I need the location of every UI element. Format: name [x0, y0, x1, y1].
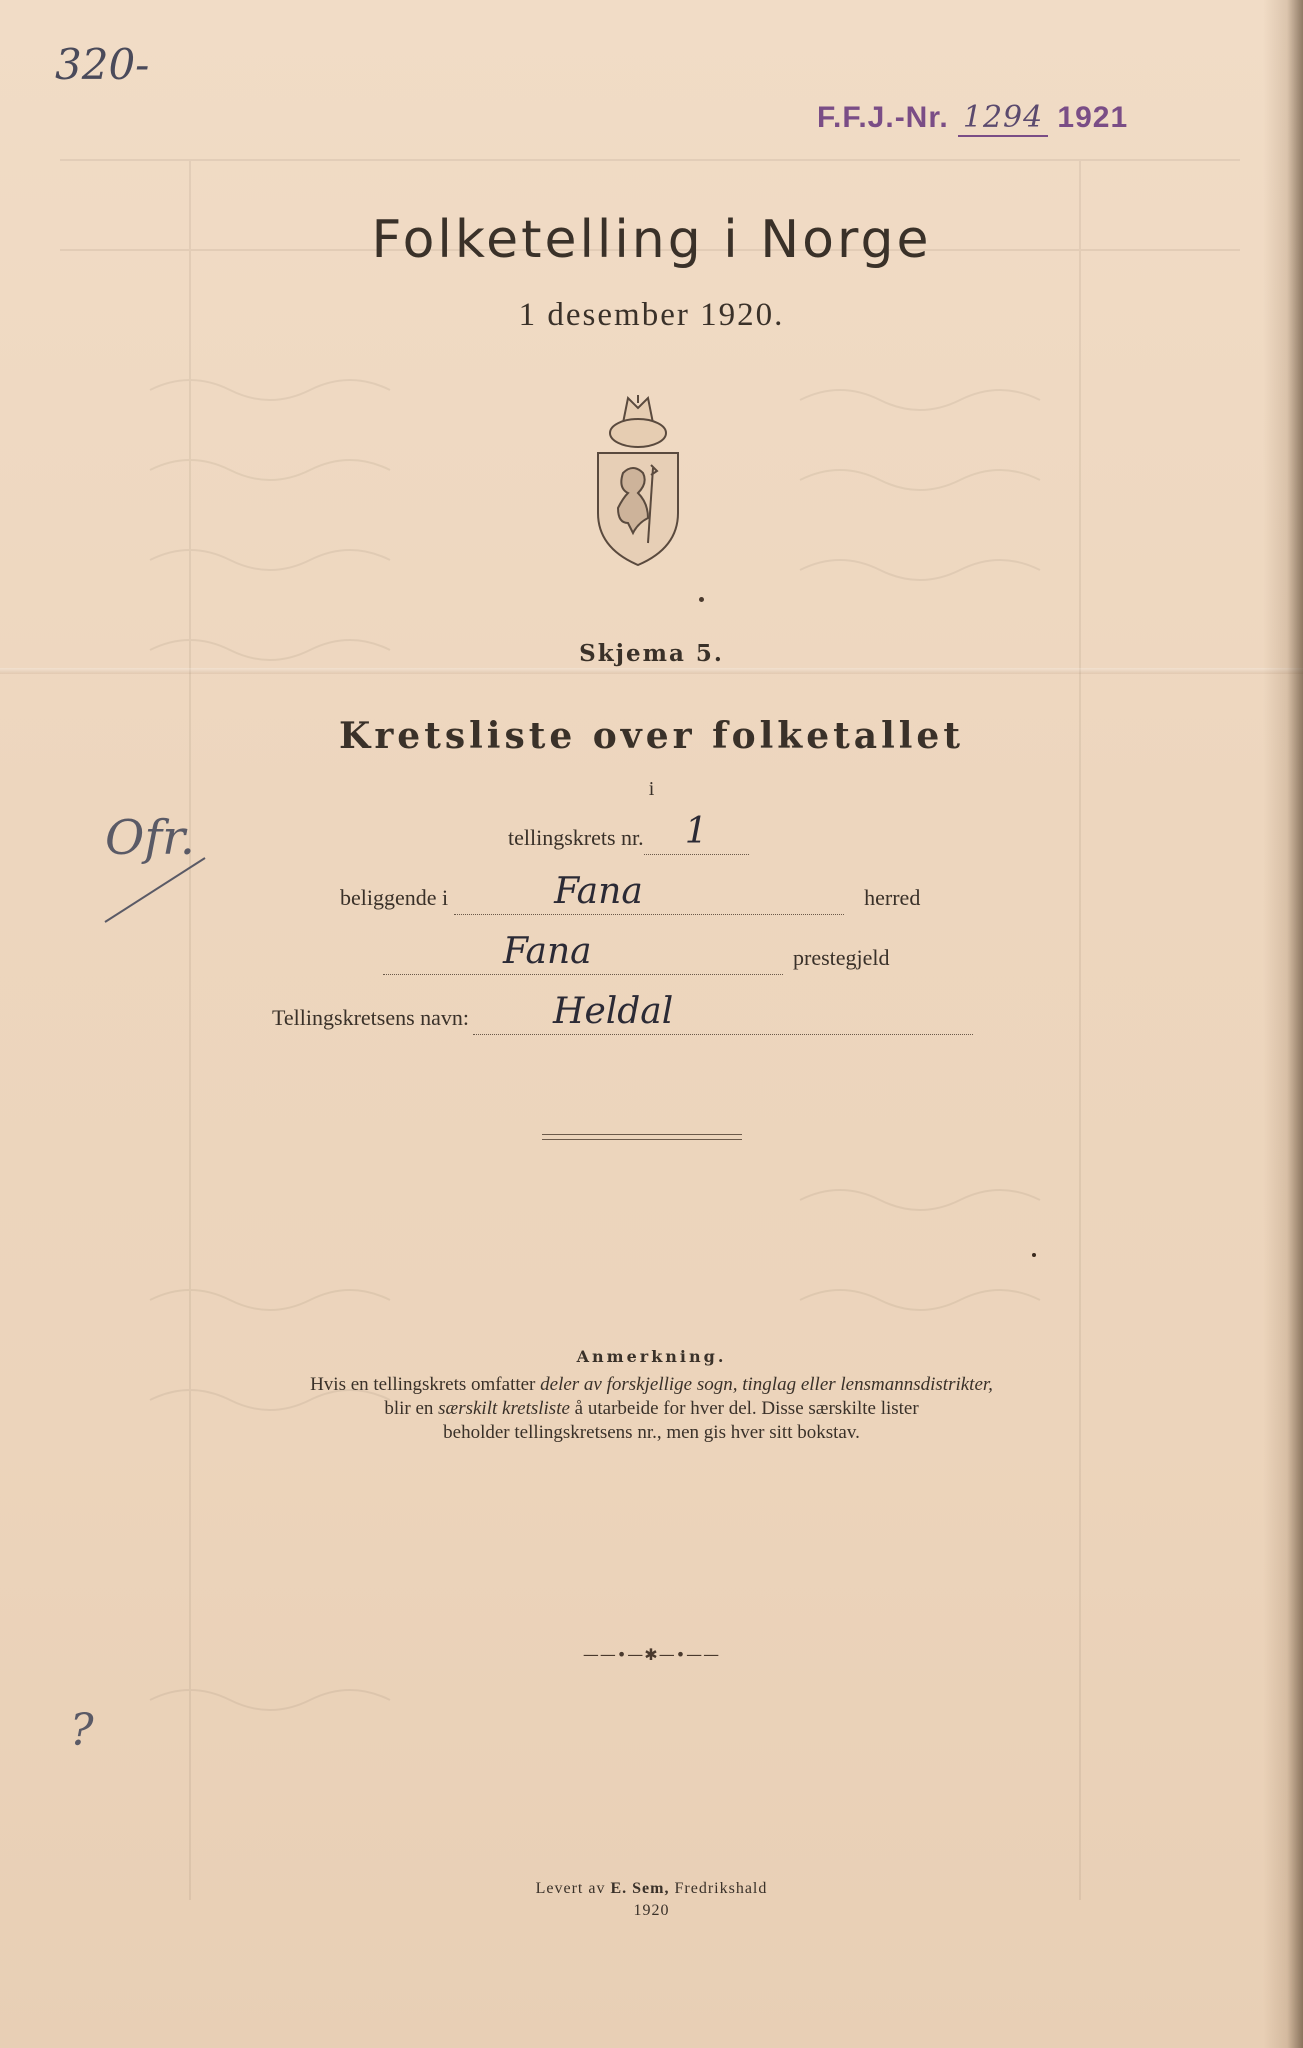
- beliggende-value: Fana: [554, 871, 643, 912]
- printer-year: 1920: [633, 1902, 670, 1919]
- prestegjeld-row: [383, 931, 890, 975]
- note-line-1-emphasis: deler av forskjellige sogn, tinglag eller lensmannsdistrikter,: [540, 1374, 993, 1395]
- printer-name: E. Sem,: [610, 1880, 670, 1897]
- note-line-2-tail: å utarbeide for hver del. Disse særskilte lister: [569, 1398, 919, 1419]
- note-text: [0, 1373, 1303, 1445]
- krets-row: [508, 811, 749, 855]
- herred-label: herred: [864, 885, 921, 910]
- margin-strike-line: [100, 850, 210, 930]
- margin-initials: Ofr.: [105, 810, 196, 866]
- note-line-1: [0, 1373, 1303, 1397]
- census-date: 1 desember 1920.: [518, 297, 785, 333]
- beliggende-field[interactable]: [454, 871, 844, 915]
- krets-field[interactable]: [644, 811, 749, 855]
- navn-value: Heldal: [553, 991, 674, 1032]
- prestegjeld-value: Fana: [503, 931, 592, 972]
- beliggende-row: [340, 871, 921, 915]
- ornament-divider: ——•—✱—•——: [582, 1645, 721, 1664]
- prestegjeld-label: prestegjeld: [793, 945, 890, 970]
- form-title: Kretsliste over folketallet: [339, 715, 964, 757]
- paper-fold-line: [0, 668, 1303, 674]
- note-line-2-emphasis: særskilt kretsliste: [438, 1398, 570, 1419]
- margin-question-mark: ?: [70, 1705, 94, 1756]
- note-line-1-text: Hvis en tellingskrets omfatter: [310, 1374, 541, 1395]
- form-title-i: i: [648, 778, 655, 800]
- section-divider: [542, 1134, 742, 1140]
- printer-location: Fredrikshald: [669, 1880, 768, 1897]
- krets-value: 1: [684, 811, 708, 852]
- printer-prefix: Levert av: [535, 1880, 611, 1897]
- schema-number: Skjema 5.: [579, 640, 724, 667]
- navn-field[interactable]: [473, 991, 973, 1035]
- prestegjeld-field[interactable]: [383, 931, 783, 975]
- note-line-2-text: blir en: [384, 1398, 439, 1419]
- beliggende-label: beliggende i: [340, 885, 449, 910]
- stamp-year: 1921: [1057, 101, 1129, 134]
- navn-row: [272, 991, 973, 1035]
- stamp-number: 1294: [958, 100, 1048, 137]
- stamp-prefix: F.F.J.-Nr.: [817, 101, 949, 134]
- norwegian-coat-of-arms-icon: [593, 393, 683, 573]
- stray-mark: [1032, 1253, 1036, 1257]
- dot-mark: [699, 597, 704, 602]
- margin-number: 320-: [55, 40, 150, 89]
- note-line-3: beholder tellingskretsens nr., men gis hver sitt bokstav.: [443, 1422, 860, 1443]
- page-title: Folketelling i Norge: [371, 210, 932, 270]
- archive-stamp: [817, 100, 1128, 137]
- printer-credit: [0, 1880, 1303, 1898]
- note-heading: Anmerkning.: [576, 1347, 727, 1366]
- krets-label: tellingskrets nr.: [508, 825, 644, 850]
- navn-label: Tellingskretsens navn:: [272, 1005, 470, 1030]
- note-line-2: [0, 1397, 1303, 1421]
